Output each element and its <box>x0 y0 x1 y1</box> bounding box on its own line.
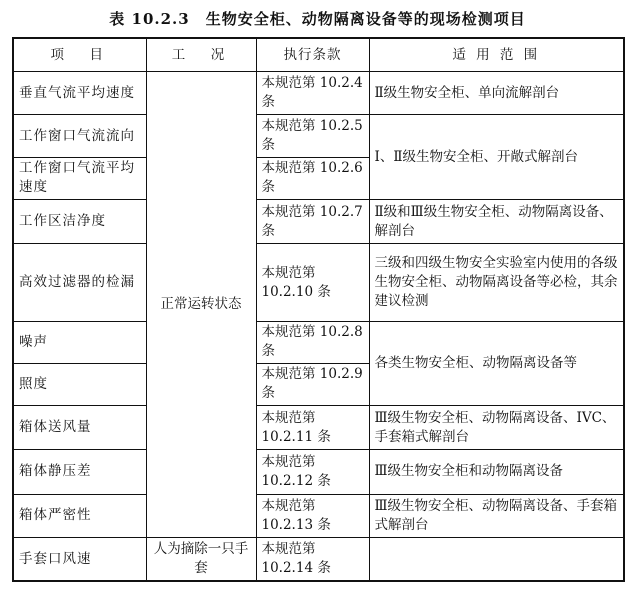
item-cell: 箱体严密性 <box>13 494 146 537</box>
table-row <box>13 200 624 244</box>
clause-cell: 本规范第 10.2.6 条 <box>256 157 369 199</box>
table-row <box>13 405 624 449</box>
clause-cell: 本规范第 10.2.13 条 <box>256 494 369 537</box>
scope-cell: Ⅲ级生物安全柜、动物隔离设备、IVC、手套箱式解剖台 <box>369 405 624 449</box>
clause-cell: 本规范第 10.2.9 条 <box>256 363 369 405</box>
table-row <box>13 538 624 581</box>
scope-cell: Ⅲ级生物安全柜和动物隔离设备 <box>369 450 624 494</box>
condition-cell-normal: 正常运转状态 <box>146 72 256 538</box>
item-cell: 箱体送风量 <box>13 405 146 449</box>
inspection-items-table <box>12 37 625 582</box>
scope-cell: 各类生物安全柜、动物隔离设备等 <box>369 322 624 406</box>
clause-cell: 本规范第 10.2.11 条 <box>256 405 369 449</box>
table-row <box>13 244 624 322</box>
table-row <box>13 115 624 157</box>
clause-cell: 本规范第 10.2.12 条 <box>256 450 369 494</box>
clause-cell: 本规范第 10.2.8 条 <box>256 322 369 363</box>
item-cell: 噪声 <box>13 322 146 363</box>
header-item: 项 目 <box>13 38 146 72</box>
scope-cell: Ⅲ级生物安全柜、动物隔离设备、手套箱式解剖台 <box>369 494 624 537</box>
table-row <box>13 494 624 537</box>
item-cell: 箱体静压差 <box>13 450 146 494</box>
condition-cell: 人为摘除一只手套 <box>146 538 256 581</box>
clause-cell: 本规范第 10.2.4 条 <box>256 72 369 115</box>
scope-cell: Ⅱ级生物安全柜、单向流解剖台 <box>369 72 624 115</box>
scope-cell: Ⅱ级和Ⅲ级生物安全柜、动物隔离设备、解剖台 <box>369 200 624 244</box>
clause-cell: 本规范第 10.2.14 条 <box>256 538 369 581</box>
header-condition: 工 况 <box>146 38 256 72</box>
scope-cell <box>369 538 624 581</box>
item-cell: 手套口风速 <box>13 538 146 581</box>
header-row <box>13 38 624 72</box>
item-cell: 垂直气流平均速度 <box>13 72 146 115</box>
item-cell: 工作区洁净度 <box>13 200 146 244</box>
clause-cell: 本规范第 10.2.5 条 <box>256 115 369 157</box>
scope-cell: 三级和四级生物安全实验室内使用的各级生物安全柜、动物隔离设备等必检，其余建议检测 <box>369 244 624 322</box>
table-row <box>13 322 624 363</box>
item-cell: 高效过滤器的检漏 <box>13 244 146 322</box>
header-clause: 执行条款 <box>256 38 369 72</box>
clause-cell: 本规范第 10.2.10 条 <box>256 244 369 322</box>
item-cell: 工作窗口气流流向 <box>13 115 146 157</box>
clause-cell: 本规范第 10.2.7 条 <box>256 200 369 244</box>
item-cell: 工作窗口气流平均速度 <box>13 157 146 199</box>
table-row <box>13 72 624 115</box>
scope-cell: Ⅰ、Ⅱ级生物安全柜、开敞式解剖台 <box>369 115 624 200</box>
header-scope: 适 用 范 围 <box>369 38 624 72</box>
table-row <box>13 450 624 494</box>
item-cell: 照度 <box>13 363 146 405</box>
table-caption: 表 10.2.3 生物安全柜、动物隔离设备等的现场检测项目 <box>109 10 526 28</box>
